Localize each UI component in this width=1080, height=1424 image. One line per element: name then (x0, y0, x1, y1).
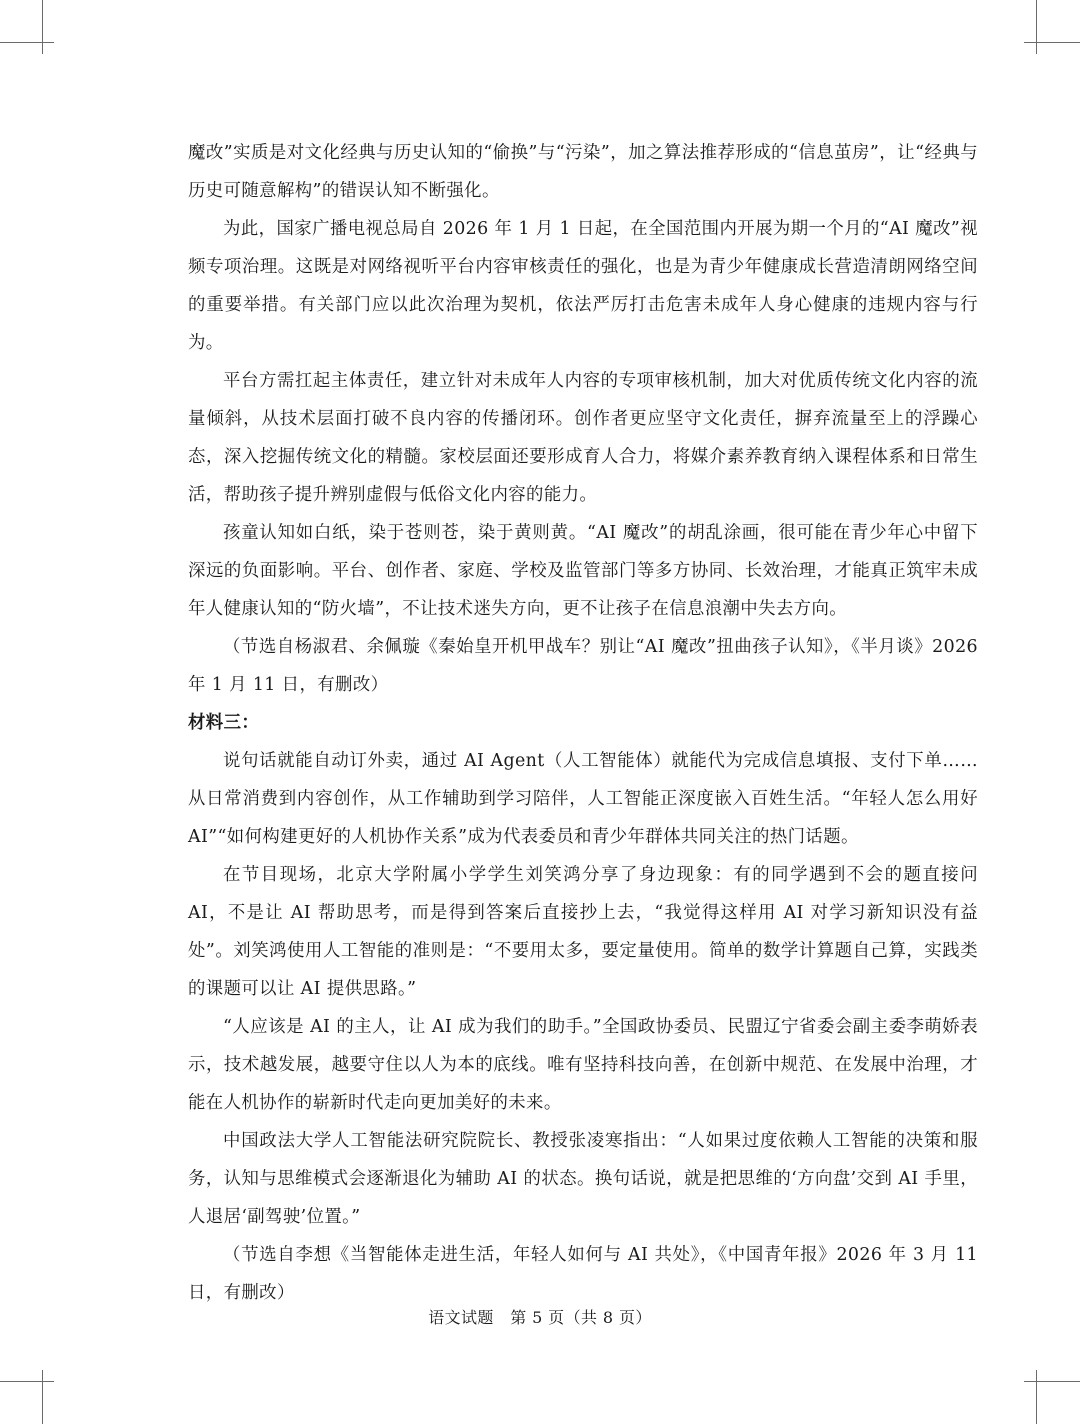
page-footer: 语文试题 第 5 页（共 8 页） (428, 1308, 652, 1327)
source-citation-material-two: （节选自杨淑君、余佩璇《秦始皇开机甲战车？别让“AI 魔改”扭曲孩子认知》，《半月谈》2026 年 1 月 11 日，有删改） (188, 637, 978, 695)
paragraph-governance: 为此，国家广播电视总局自 2026 年 1 月 1 日起，在全国范围内开展为期一个月的“AI 魔改”视频专项治理。这既是对网络视听平台内容审核责任的强化，也是为青少年健康成长营造清朗网络空间的重要举措。有关部门应以此次治理为契机，依法严厉打击危害未成年人身心健康的违规内容与行为。 (188, 219, 978, 353)
crop-mark-bottom-left-vertical (42, 1370, 43, 1424)
paragraph-conclusion: 孩童认知如白纸，染于苍则苍，染于黄则黄。“AI 魔改”的胡乱涂画，很可能在青少年心中留下深远的负面影响。平台、创作者、家庭、学校及监管部门等多方协同、长效治理，才能真正筑牢未成年人健康认知的“防火墙”，不让技术迷失方向，更不让孩子在信息浪潮中失去方向。 (188, 523, 978, 619)
paragraph-student-view: 在节目现场，北京大学附属小学学生刘笑鸿分享了身边现象：有的同学遇到不会的题直接问 AI，不是让 AI 帮助思考，而是得到答案后直接抄上去，“我觉得这样用 AI 对学习新知识没有益处”。刘笑鸿使用人工智能的准则是：“不要用太多，要定量使用。简单的数学计算题自己算，实践类的课题可以让 AI 提供思路。” (188, 865, 978, 999)
crop-mark-bottom-right-horizontal (1024, 1381, 1080, 1382)
page-body (188, 134, 978, 1312)
crop-mark-top-right-vertical (1036, 0, 1037, 54)
crop-mark-bottom-left-horizontal (0, 1381, 54, 1382)
material-three-heading: 材料三： (188, 713, 260, 733)
crop-mark-top-left-horizontal (0, 42, 54, 43)
crop-mark-top-right-horizontal (1024, 42, 1080, 43)
crop-mark-top-left-vertical (42, 0, 43, 54)
paragraph-ai-agent: 说句话就能自动订外卖，通过 AI Agent（人工智能体）就能代为完成信息填报、支付下单……从日常消费到内容创作，从工作辅助到学习陪伴，人工智能正深度嵌入百姓生活。“年轻人怎么用好 AI”“如何构建更好的人机协作关系”成为代表委员和青少年群体共同关注的热门话题。 (188, 751, 978, 847)
paragraph-professor-view: 中国政法大学人工智能法研究院院长、教授张凌寒指出：“人如果过度依赖人工智能的决策和服务，认知与思维模式会逐渐退化为辅助 AI 的状态。换句话说，就是把思维的‘方向盘’交到 AI 手里，人退居‘副驾驶’位置。” (188, 1131, 978, 1227)
crop-mark-bottom-right-vertical (1036, 1370, 1037, 1424)
paragraph-responsibility: 平台方需扛起主体责任，建立针对未成年人内容的专项审核机制，加大对优质传统文化内容的流量倾斜，从技术层面打破不良内容的传播闭环。创作者更应坚守文化责任，摒弃流量至上的浮躁心态，深入挖掘传统文化的精髓。家校层面还要形成育人合力，将媒介素养教育纳入课程体系和日常生活，帮助孩子提升辨别虚假与低俗文化内容的能力。 (188, 371, 978, 505)
paragraph-committee-view: “人应该是 AI 的主人，让 AI 成为我们的助手。”全国政协委员、民盟辽宁省委会副主委李萌娇表示，技术越发展，越要守住以人为本的底线。唯有坚持科技向善，在创新中规范、在发展中治理，才能在人机协作的崭新时代走向更加美好的未来。 (188, 1017, 978, 1113)
source-citation-material-three: （节选自李想《当智能体走进生活，年轻人如何与 AI 共处》，《中国青年报》2026 年 3 月 11 日，有删改） (188, 1245, 978, 1303)
paragraph-continuation: 魔改”实质是对文化经典与历史认知的“偷换”与“污染”，加之算法推荐形成的“信息茧房”，让“经典与历史可随意解构”的错误认知不断强化。 (188, 143, 978, 201)
